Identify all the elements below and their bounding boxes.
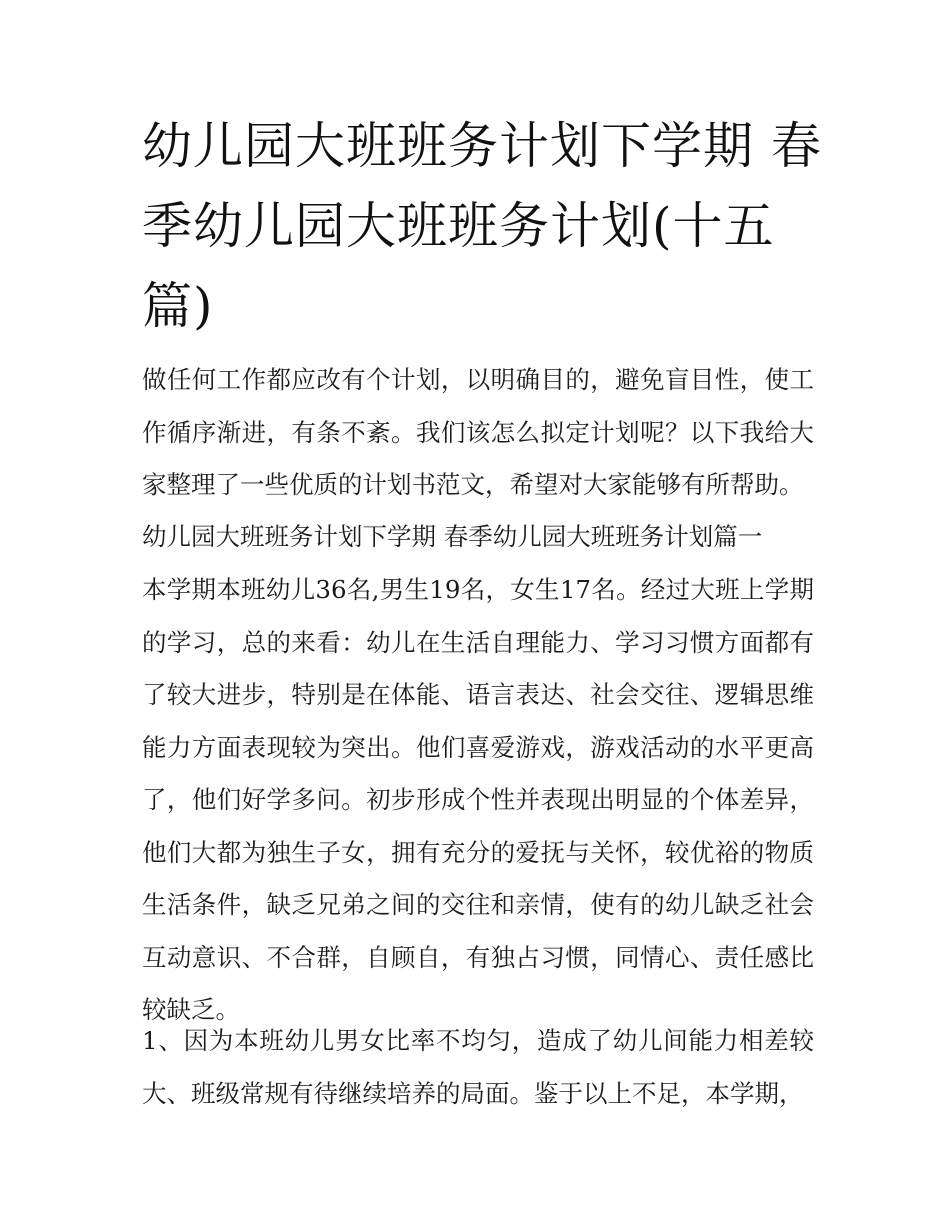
intro-paragraph: 做任何工作都应改有个计划，以明确目的，避免盲目性，使工作循序渐进，有条不紊。我们该怎么拟定计划呢？以下我给大家整理了一些优质的计划书范文，希望对大家能够有所帮助。	[142, 365, 814, 499]
main-paragraph: 本学期本班幼儿36名,男生19名，女生17名。经过大班上学期的学习，总的来看：幼儿在生活自理能力、学习习惯方面都有了较大进步，特别是在体能、语言表达、社会交往、逻辑思维能力方面表现较为突出。他们喜爱游戏，游戏活动的水平更高了，他们好学多问。初步形成个性并表现出明显的个体差异，他们大都为独生子女，拥有充分的爱抚与关怀，较优裕的物质生活条件，缺乏兄弟之间的交往和亲情，使有的幼儿缺乏社会互动意识、不合群，自顾自，有独占习惯，同情心、责任感比较缺乏。	[142, 575, 814, 1024]
section-heading: 幼儿园大班班务计划下学期 春季幼儿园大班班务计划篇一	[142, 522, 763, 551]
list-item-1-paragraph: 1、因为本班幼儿男女比率不均匀，造成了幼儿间能力相差较大、班级常规有待继续培养的局面。鉴于以上不足，本学期，	[142, 1026, 814, 1108]
document-title: 幼儿园大班班务计划下学期 春季幼儿园大班班务计划(十五篇)	[142, 117, 822, 335]
